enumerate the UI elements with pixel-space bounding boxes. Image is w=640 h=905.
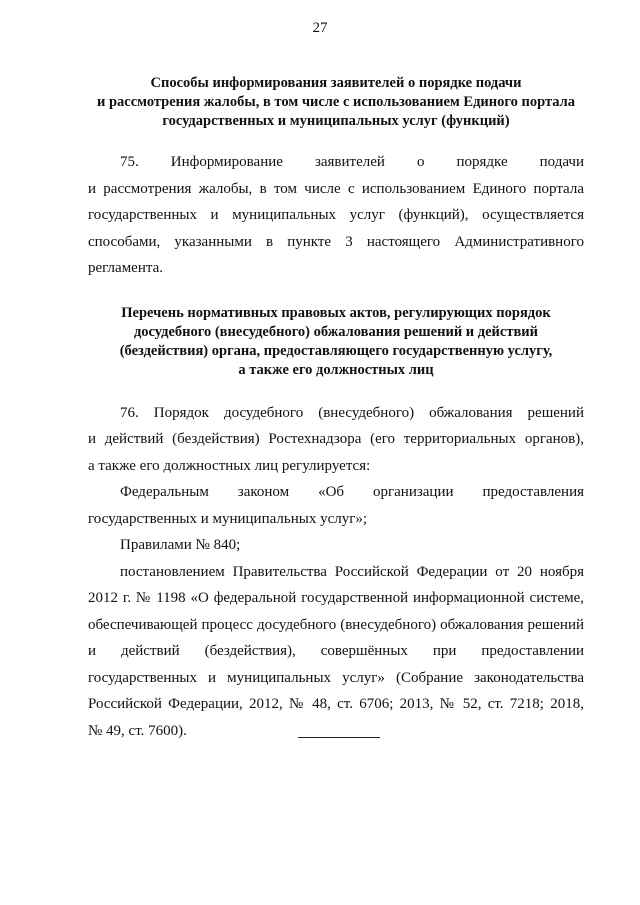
paragraph-government-decree [88, 559, 584, 745]
page-number: 27 [312, 20, 328, 36]
heading-line: (бездействия) органа, предоставляющего государственную услугу, [119, 342, 553, 359]
paragraph-rules-840 [88, 532, 584, 559]
paragraph-line: постановлением Правительства Российской Федерации от 20 ноября [120, 563, 584, 580]
paragraph-line: 2012 г. № 1198 «О федеральной государственной информационной системе, [88, 590, 584, 606]
heading-line: и рассмотрения жалобы, в том числе с использованием Единого портала [96, 94, 576, 110]
paragraph-federal-law [88, 479, 584, 532]
paragraph-line: 76. Порядок досудебного (внесудебного) обжалования решений [120, 404, 584, 421]
section-heading-complaint-informing [88, 74, 584, 131]
paragraph-line: обеспечивающей процесс досудебного (внесудебного) обжалования решений [88, 616, 584, 633]
paragraph-line: Российской Федерации, 2012, № 48, ст. 6706; 2013, № 52, ст. 7218; 2018, [88, 696, 584, 712]
paragraph-line: регламента. [88, 260, 164, 276]
section-heading-legal-acts [88, 304, 584, 380]
paragraph-line: Федеральным законом «Об организации предоставления [120, 484, 584, 500]
paragraph-75 [88, 149, 584, 282]
heading-line: Перечень нормативных правовых актов, регулирующих порядок [121, 304, 551, 321]
heading-line: а также его должностных лиц [238, 361, 434, 378]
heading-line: Способы информирования заявителей о порядке подачи [150, 75, 522, 91]
paragraph-line: способами, указанными в пункте 3 настоящего Административного [88, 233, 584, 250]
paragraph-line: государственных и муниципальных услуг» (Собрание законодательства [88, 669, 584, 686]
paragraph-line: и действий (бездействия) Ростехнадзора (его территориальных органов), [88, 431, 584, 447]
paragraph-line: государственных и муниципальных услуг (функций), осуществляется [88, 207, 584, 223]
paragraph-line: и рассмотрения жалобы, в том числе с использованием Единого портала [88, 180, 584, 197]
heading-line: досудебного (внесудебного) обжалования решений и действий [133, 323, 539, 340]
paragraph-line: 75. Информирование заявителей о порядке подачи [120, 154, 584, 170]
paragraph-76 [88, 400, 584, 480]
paragraph-line: государственных и муниципальных услуг»; [88, 510, 368, 527]
paragraph-line: а также его должностных лиц регулируется: [88, 457, 371, 474]
document-body [88, 74, 584, 744]
heading-line: государственных и муниципальных услуг (функций) [162, 113, 510, 129]
paragraph-line: и действий (бездействия), совершённых при предоставлении [88, 643, 584, 659]
paragraph-line: № 49, ст. 7600). [88, 722, 187, 739]
paragraph-line: Правилами № 840; [120, 537, 241, 553]
end-divider-line [298, 737, 380, 738]
